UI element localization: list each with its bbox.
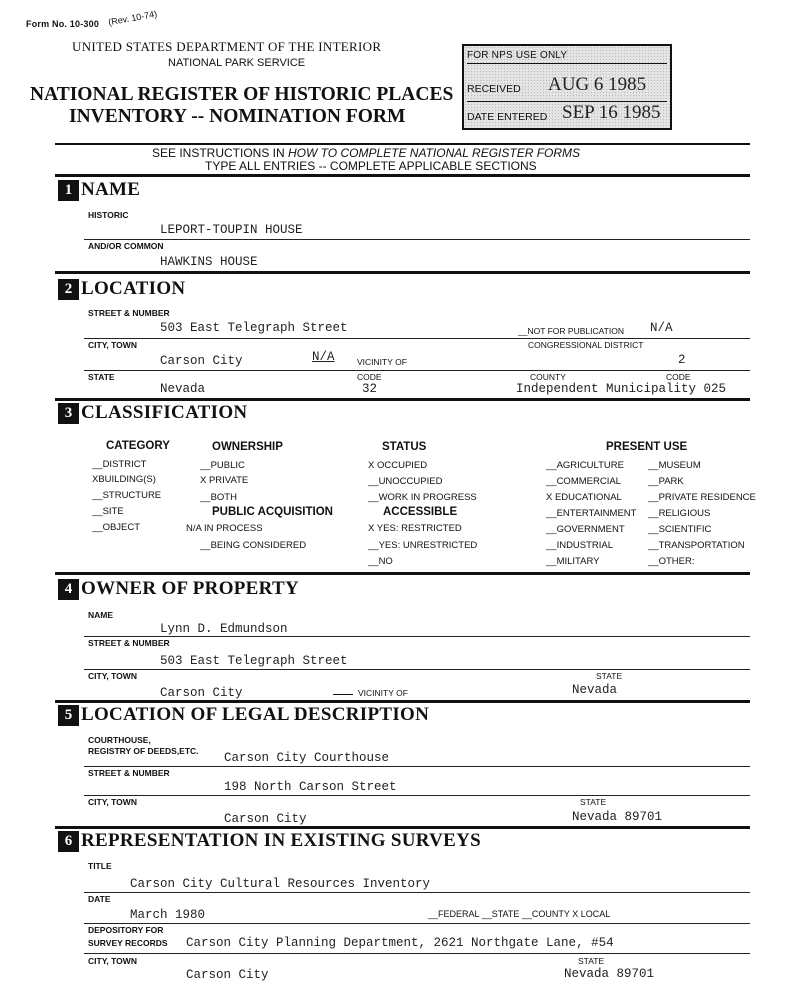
category-building[interactable]: XBUILDING(S)	[92, 474, 156, 485]
survey-level-options[interactable]: __FEDERAL __STATE __COUNTY X LOCAL	[428, 909, 611, 919]
street-field[interactable]: 503 East Telegraph Street	[160, 321, 348, 335]
legal-state-label: STATE	[580, 797, 607, 807]
registry-label: REGISTRY OF DEEDS,ETC.	[88, 746, 199, 756]
survey-state-field[interactable]: Nevada 89701	[564, 967, 655, 981]
depository-field[interactable]: Carson City Planning Department, 2621 Northgate Lane, #54	[186, 936, 614, 950]
category-structure[interactable]: __STRUCTURE	[92, 490, 162, 501]
section-classification-header	[58, 400, 247, 426]
survey-date-label: DATE	[88, 894, 111, 904]
section-number: 5	[58, 705, 79, 726]
use-private-residence[interactable]: __PRIVATE RESIDENCE	[648, 492, 756, 503]
survey-date-field[interactable]: March 1980	[130, 908, 206, 922]
received-label: RECEIVED	[467, 83, 521, 95]
survey-state-label: STATE	[578, 956, 605, 966]
department-name: UNITED STATES DEPARTMENT OF THE INTERIOR	[72, 39, 382, 54]
nps-use-box	[462, 44, 672, 130]
received-date: AUG 6 1985	[548, 74, 647, 95]
legal-street-field[interactable]: 198 North Carson Street	[224, 780, 397, 794]
owner-state-field[interactable]: Nevada	[572, 683, 618, 697]
use-educational[interactable]: X EDUCATIONAL	[546, 492, 622, 503]
owner-city-field[interactable]: Carson City	[160, 686, 243, 700]
date-entered-value: SEP 16 1985	[562, 102, 661, 123]
section-title: LOCATION OF LEGAL DESCRIPTION	[81, 704, 430, 725]
public-acquisition-header: PUBLIC ACQUISITION	[212, 506, 333, 518]
not-for-publication-value[interactable]: N/A	[650, 321, 673, 335]
owner-state-label: STATE	[596, 671, 623, 681]
owner-vicinity-label: VICINITY OF	[358, 688, 408, 698]
acquisition-in-process[interactable]: N/A IN PROCESS	[186, 523, 263, 534]
use-transportation[interactable]: __TRANSPORTATION	[648, 540, 745, 551]
form-revision: (Rev. 10-74)	[107, 8, 158, 28]
state-label: STATE	[88, 372, 115, 382]
congressional-district-label: CONGRESSIONAL DISTRICT	[528, 340, 644, 350]
category-header: CATEGORY	[106, 440, 170, 452]
section-title: LOCATION	[81, 278, 186, 299]
instructions-line2: TYPE ALL ENTRIES -- COMPLETE APPLICABLE SECTIONS	[205, 159, 537, 173]
common-name-field[interactable]: HAWKINS HOUSE	[160, 255, 258, 269]
owner-name-label: NAME	[88, 610, 114, 620]
ownership-public[interactable]: __PUBLIC	[200, 460, 245, 471]
section-number: 1	[58, 180, 79, 201]
legal-street-label: STREET & NUMBER	[88, 768, 170, 778]
accessible-no[interactable]: __NO	[368, 556, 393, 567]
category-object[interactable]: __OBJECT	[92, 522, 141, 533]
legal-city-field[interactable]: Carson City	[224, 812, 307, 826]
section-surveys-header	[58, 828, 481, 854]
congressional-district-field[interactable]: 2	[678, 353, 686, 367]
courthouse-label: COURTHOUSE,	[88, 735, 151, 745]
status-occupied[interactable]: X OCCUPIED	[368, 460, 428, 471]
county-code-label: CODE	[666, 372, 691, 382]
accessible-unrestricted[interactable]: __YES: UNRESTRICTED	[368, 540, 478, 551]
ownership-header: OWNERSHIP	[212, 441, 283, 453]
city-field[interactable]: Carson City	[160, 354, 243, 368]
form-title-line2: INVENTORY -- NOMINATION FORM	[69, 106, 406, 127]
status-unoccupied[interactable]: __UNOCCUPIED	[368, 476, 443, 487]
owner-name-field[interactable]: Lynn D. Edmundson	[160, 622, 288, 636]
service-name: NATIONAL PARK SERVICE	[168, 57, 306, 69]
owner-street-field[interactable]: 503 East Telegraph Street	[160, 654, 348, 668]
section-name-header	[58, 177, 140, 203]
present-use-header: PRESENT USE	[606, 441, 688, 453]
section-number: 3	[58, 403, 79, 424]
use-government[interactable]: __GOVERNMENT	[546, 524, 625, 535]
survey-title-label: TITLE	[88, 861, 112, 871]
survey-records-label: SURVEY RECORDS	[88, 938, 168, 948]
use-agriculture[interactable]: __AGRICULTURE	[546, 460, 624, 471]
city-label: CITY, TOWN	[88, 340, 137, 350]
survey-title-field[interactable]: Carson City Cultural Resources Inventory	[130, 877, 431, 891]
section-title: CLASSIFICATION	[81, 402, 248, 423]
code-label: CODE	[357, 372, 382, 382]
section-title: OWNER OF PROPERTY	[81, 578, 300, 599]
county-field[interactable]: Independent Municipality 025	[516, 382, 727, 396]
accessible-header: ACCESSIBLE	[383, 506, 458, 518]
accessible-restricted[interactable]: X YES: RESTRICTED	[368, 523, 462, 534]
status-work-in-progress[interactable]: __WORK IN PROGRESS	[368, 492, 477, 503]
survey-city-field[interactable]: Carson City	[186, 968, 269, 982]
historic-label: HISTORIC	[88, 210, 129, 220]
street-label: STREET & NUMBER	[88, 308, 170, 318]
owner-street-label: STREET & NUMBER	[88, 638, 170, 648]
use-commercial[interactable]: __COMMERCIAL	[546, 476, 621, 487]
owner-city-label: CITY, TOWN	[88, 671, 137, 681]
section-number: 4	[58, 579, 79, 600]
county-label: COUNTY	[530, 372, 566, 382]
section-legal-header	[58, 702, 429, 728]
use-other[interactable]: __OTHER:	[648, 556, 695, 567]
form-number: Form No. 10-300	[26, 19, 100, 29]
state-code-field[interactable]: 32	[362, 382, 378, 396]
section-number: 6	[58, 831, 79, 852]
use-scientific[interactable]: __SCIENTIFIC	[648, 524, 712, 535]
section-title: NAME	[81, 179, 141, 200]
depository-label: DEPOSITORY FOR	[88, 925, 164, 935]
survey-city-label: CITY, TOWN	[88, 956, 137, 966]
form-title-line1: NATIONAL REGISTER OF HISTORIC PLACES	[30, 84, 454, 105]
nps-header: FOR NPS USE ONLY	[467, 50, 568, 61]
vicinity-label: VICINITY OF	[357, 357, 407, 367]
ownership-both[interactable]: __BOTH	[200, 492, 237, 503]
category-district[interactable]: __DISTRICT	[92, 459, 147, 470]
date-entered-label: DATE ENTERED	[467, 111, 548, 123]
common-label: AND/OR COMMON	[88, 241, 164, 251]
use-park[interactable]: __PARK	[648, 476, 684, 487]
section-location-header	[58, 276, 185, 302]
historic-name-field[interactable]: LEPORT-TOUPIN HOUSE	[160, 223, 303, 237]
instructions-line1: SEE INSTRUCTIONS IN HOW TO COMPLETE NATIONAL REGISTER FORMS	[152, 146, 581, 160]
use-military[interactable]: __MILITARY	[546, 556, 600, 567]
acquisition-being-considered[interactable]: __BEING CONSIDERED	[200, 540, 307, 551]
section-owner-header	[58, 576, 299, 602]
legal-city-label: CITY, TOWN	[88, 797, 137, 807]
section-title: REPRESENTATION IN EXISTING SURVEYS	[81, 830, 482, 851]
vicinity-value[interactable]: N/A	[312, 350, 335, 364]
state-field[interactable]: Nevada	[160, 382, 206, 396]
category-site[interactable]: __SITE	[92, 506, 124, 517]
use-religious[interactable]: __RELIGIOUS	[648, 508, 711, 519]
use-entertainment[interactable]: __ENTERTAINMENT	[546, 508, 637, 519]
use-museum[interactable]: __MUSEUM	[648, 460, 701, 471]
ownership-private[interactable]: X PRIVATE	[200, 475, 249, 486]
courthouse-field[interactable]: Carson City Courthouse	[224, 751, 390, 765]
legal-state-field[interactable]: Nevada 89701	[572, 810, 663, 824]
status-header: STATUS	[382, 441, 427, 453]
not-for-publication-label: __NOT FOR PUBLICATION	[518, 326, 624, 336]
use-industrial[interactable]: __INDUSTRIAL	[546, 540, 614, 551]
section-number: 2	[58, 279, 79, 300]
